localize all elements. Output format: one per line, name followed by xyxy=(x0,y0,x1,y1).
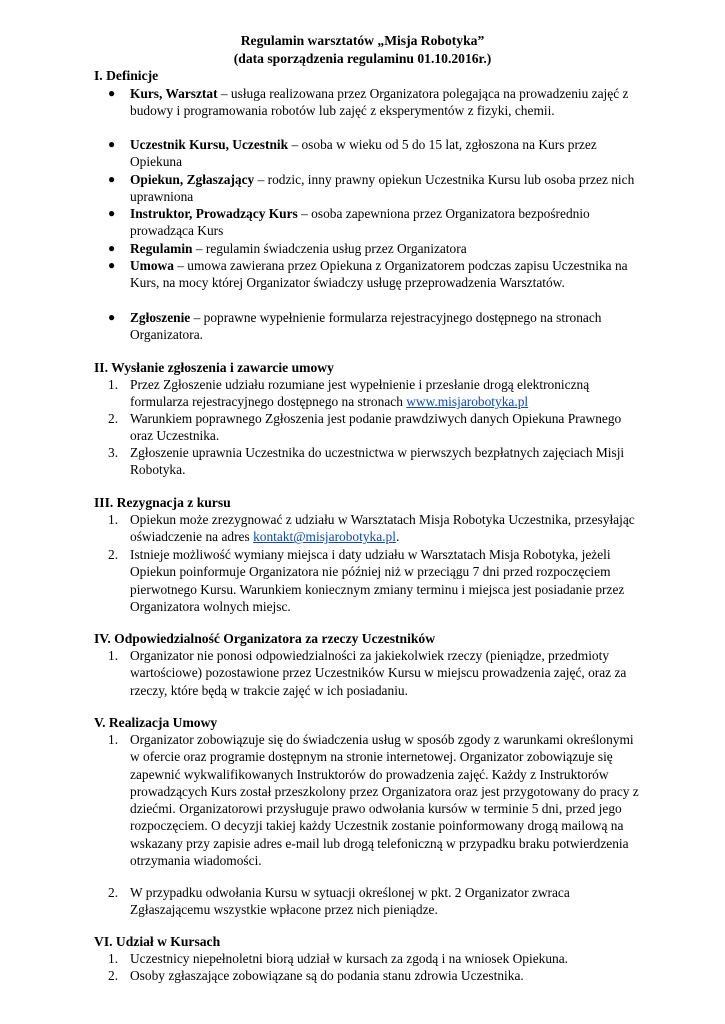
list-item: 1. Organizator nie ponosi odpowiedzialności za jakiekolwiek rzeczy (pieniądze, przedmioty wartościowe) pozostawione przez Uczestników Kursu w miejscu prowadzenia zajęć, oraz za rzeczy, które będą w trakcie zajęć w ich posiadaniu. xyxy=(108,648,627,698)
website-link[interactable]: www.misjarobotyka.pl xyxy=(406,394,529,410)
section-heading-contract-execution: V. Realizacja Umowy xyxy=(94,715,218,730)
list-item: 1. Opiekun może zrezygnować z udziału w Warsztatach Misja Robotyka Uczestnika, przesyłając oświadczenie na adres kontakt@misjarobotyka.pl. xyxy=(108,512,635,545)
bullet-icon: ● xyxy=(108,172,116,186)
section-heading-definitions: I. Definicje xyxy=(94,68,159,83)
bullet-icon: ● xyxy=(108,137,116,151)
section-heading-course-participation: VI. Udział w Kursach xyxy=(94,934,221,949)
list-item: 2. Warunkiem poprawnego Zgłoszenia jest podanie prawdziwych danych Opiekuna Prawnego oraz Uczestnika. xyxy=(108,411,622,444)
bullet-icon: ● xyxy=(108,206,116,220)
section-heading-liability: IV. Odpowiedzialność Organizatora za rzeczy Uczestników xyxy=(94,631,436,646)
email-link[interactable]: kontakt@misjarobotyka.pl xyxy=(253,529,396,545)
list-item: ● Opiekun, Zgłaszający – rodzic, inny prawny opiekun Uczestnika Kursu lub osoba przez nich uprawniona xyxy=(108,172,635,205)
bullet-icon: ● xyxy=(108,310,116,324)
list-item: 1. Uczestnicy niepełnoletni biorą udział w kursach za zgodą i na wniosek Opiekuna. xyxy=(108,951,569,966)
list-item: 2. Istnieje możliwość wymiany miejsca i daty udziału w Warsztatach Misja Robotyka, jeżeli Opiekun poinformuje Organizatora nie później niż w przeciągu 7 dni przed rozpoczęciem pierwotnego Kursu. Warunkiem koniecznym zmiany terminu i miejsca jest posiadanie przez Organizatora wolnych miejsc. xyxy=(108,547,625,614)
list-item: 2. W przypadku odwołania Kursu w sytuacji określonej w pkt. 2 Organizator zwraca Zgłaszającemu wszystkie wpłacone przez nich pieniądze. xyxy=(108,885,570,918)
bullet-icon: ● xyxy=(108,241,116,255)
bullet-icon: ● xyxy=(108,86,116,100)
document-subtitle-date: (data sporządzenia regulaminu 01.10.2016r.) xyxy=(233,51,492,66)
list-item: 2. Osoby zgłaszające zobowiązane są do podania stanu zdrowia Uczestnika. xyxy=(108,968,524,983)
section-heading-submission: II. Wysłanie zgłoszenia i zawarcie umowy xyxy=(94,360,334,375)
list-item: 1. Przez Zgłoszenie udziału rozumiane jest wypełnienie i przesłanie drogą elektroniczną formularza rejestracyjnego dostępnego na stronach www.misjarobotyka.pl xyxy=(108,377,590,410)
list-item: ● Regulamin – regulamin świadczenia usług przez Organizatora xyxy=(108,241,467,256)
list-item: 1. Organizator zobowiązuje się do świadczenia usług w sposób zgody z warunkami określonymi w ofercie oraz programie dostępnym na stronie internetowej. Organizator zobowiązuje się zapewnić wykwalifikowanych Instruktorów do prowadzenia zajęć. Każdy z Instruktorów prowadzących Kurs został przeszkolony przez Organizatora oraz jest przygotowany do pracy z dziećmi. Organizatorowi przysługuje prawo odwołania kursów w terminie 5 dni, przed jego rozpoczęciem. O decyzji takiej każdy Uczestnik zostanie poinformowany drogą mailową na wskazany przy zapisie adres e-mail lub drogą telefoniczną w przypadku braku potwierdzenia otrzymania wiadomości. xyxy=(108,732,639,869)
document-title: Regulamin warsztatów „Misja Robotyka” xyxy=(240,33,485,48)
section-heading-resignation: III. Rezygnacja z kursu xyxy=(94,495,231,510)
list-item: 3. Zgłoszenie uprawnia Uczestnika do uczestnictwa w pierwszych bezpłatnych zajęciach Misji Robotyka. xyxy=(108,445,625,478)
list-item: ● Uczestnik Kursu, Uczestnik – osoba w wieku od 5 do 15 lat, zgłoszona na Kurs przez Opiekuna xyxy=(108,137,597,170)
list-item: ● Zgłoszenie – poprawne wypełnienie formularza rejestracyjnego dostępnego na stronach Organizatora. xyxy=(108,310,602,343)
list-item: ● Instruktor, Prowadzący Kurs – osoba zapewniona przez Organizatora bezpośrednio prowadząca Kurs xyxy=(108,206,590,239)
list-item: ● Umowa – umowa zawierana przez Opiekuna z Organizatorem podczas zapisu Uczestnika na Kurs, na mocy której Organizator świadczy usługę przeprowadzenia Warsztatów. xyxy=(108,258,628,291)
list-item: ● Kurs, Warsztat – usługa realizowana przez Organizatora polegająca na prowadzeniu zajęć z budowy i programowania robotów lub zajęć z eksperymentów z fizyki, chemii. xyxy=(108,86,629,119)
bullet-icon: ● xyxy=(108,258,116,272)
